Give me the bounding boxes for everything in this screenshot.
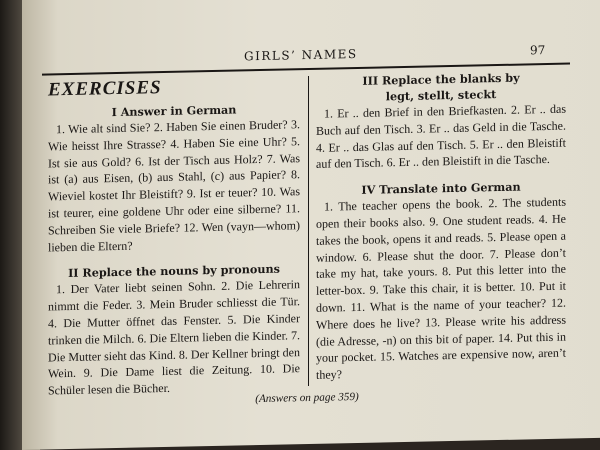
left-column: [48, 74, 300, 399]
section-3-title-line-1: III Replace the blanks by: [362, 70, 520, 88]
section-1-title: I Answer in German: [111, 102, 237, 120]
book-page: [22, 0, 600, 450]
column-divider: [308, 76, 309, 386]
right-column: [316, 69, 566, 384]
section-3-title-line-2: legt, stellt, steckt: [385, 87, 497, 104]
page-number: 97: [530, 43, 546, 58]
exercises-title: EXERCISES: [48, 77, 162, 101]
section-2-title: II Replace the nouns by pronouns: [68, 261, 280, 281]
section-4-title: IV Translate into German: [361, 179, 521, 198]
answers-note: (Answers on page 359): [255, 390, 359, 406]
section-3-text: 1. Er .. den Brief in den Briefkasten. 2. Er .. das Buch auf den Tisch. 3. Er .. das Geld in die Tasche. 4. Er .. das Glas auf den Tisch. 5. Er .. den Bleistift auf den Tisch. 6. Er .. den Bleistift in die Tasche.: [316, 101, 566, 172]
section-2-text: 1. Der Vater liebt seinen Sohn. 2. Die Lehrerin nimmt die Feder. 3. Mein Bruder schliesst die Tür. 4. Die Mutter öffnet das Fenster. 5. Die Kinder trinken die Milch. 6. Die Eltern lieben die Kinder. 7. Die Mutter sieht das Kind. 8. Der Kellner bringt den Wein. 9. Die Dame liest die Zeitung. 10. Die Schüler lesen die Bücher.: [48, 277, 300, 398]
section-1-text: 1. Wie alt sind Sie? 2. Haben Sie einen Bruder? 3. Wie heisst Ihre Strasse? 4. Haben Sie eine Uhr? 5. Ist sie aus Gold? 6. Ist der Tisch aus Holz? 7. Was ist (a) aus Eisen, (b) aus Stahl, (c) aus Papier? 8. Wieviel kostet Ihr Bleistift? 9. Ist er teuer? 10. Was ist teurer, eine goldene Uhr oder eine silberne? 11. Schreiben Sie viele Briefe? 12. Wen (vayn—whom) lieben die Eltern?: [48, 117, 300, 255]
running-head: GIRLS’ NAMES: [244, 46, 358, 64]
section-4-text: 1. The teacher opens the book. 2. The students open their books also. 9. One student reads. 4. He takes the book, opens it and reads. 5. Please open a window. 6. Please shut the door. 7. Please don’t take my hat, take yours. 8. Put this letter into the letter-box. 9. Take this chair, it is better. 10. Put it down. 11. What is the name of your teacher? 12. Where does he live? 13. Please write his address (die Adresse, -n) on this bit of paper. 14. Put this in your pocket. 15. Watches are expensive now, aren’t they?: [316, 194, 566, 382]
